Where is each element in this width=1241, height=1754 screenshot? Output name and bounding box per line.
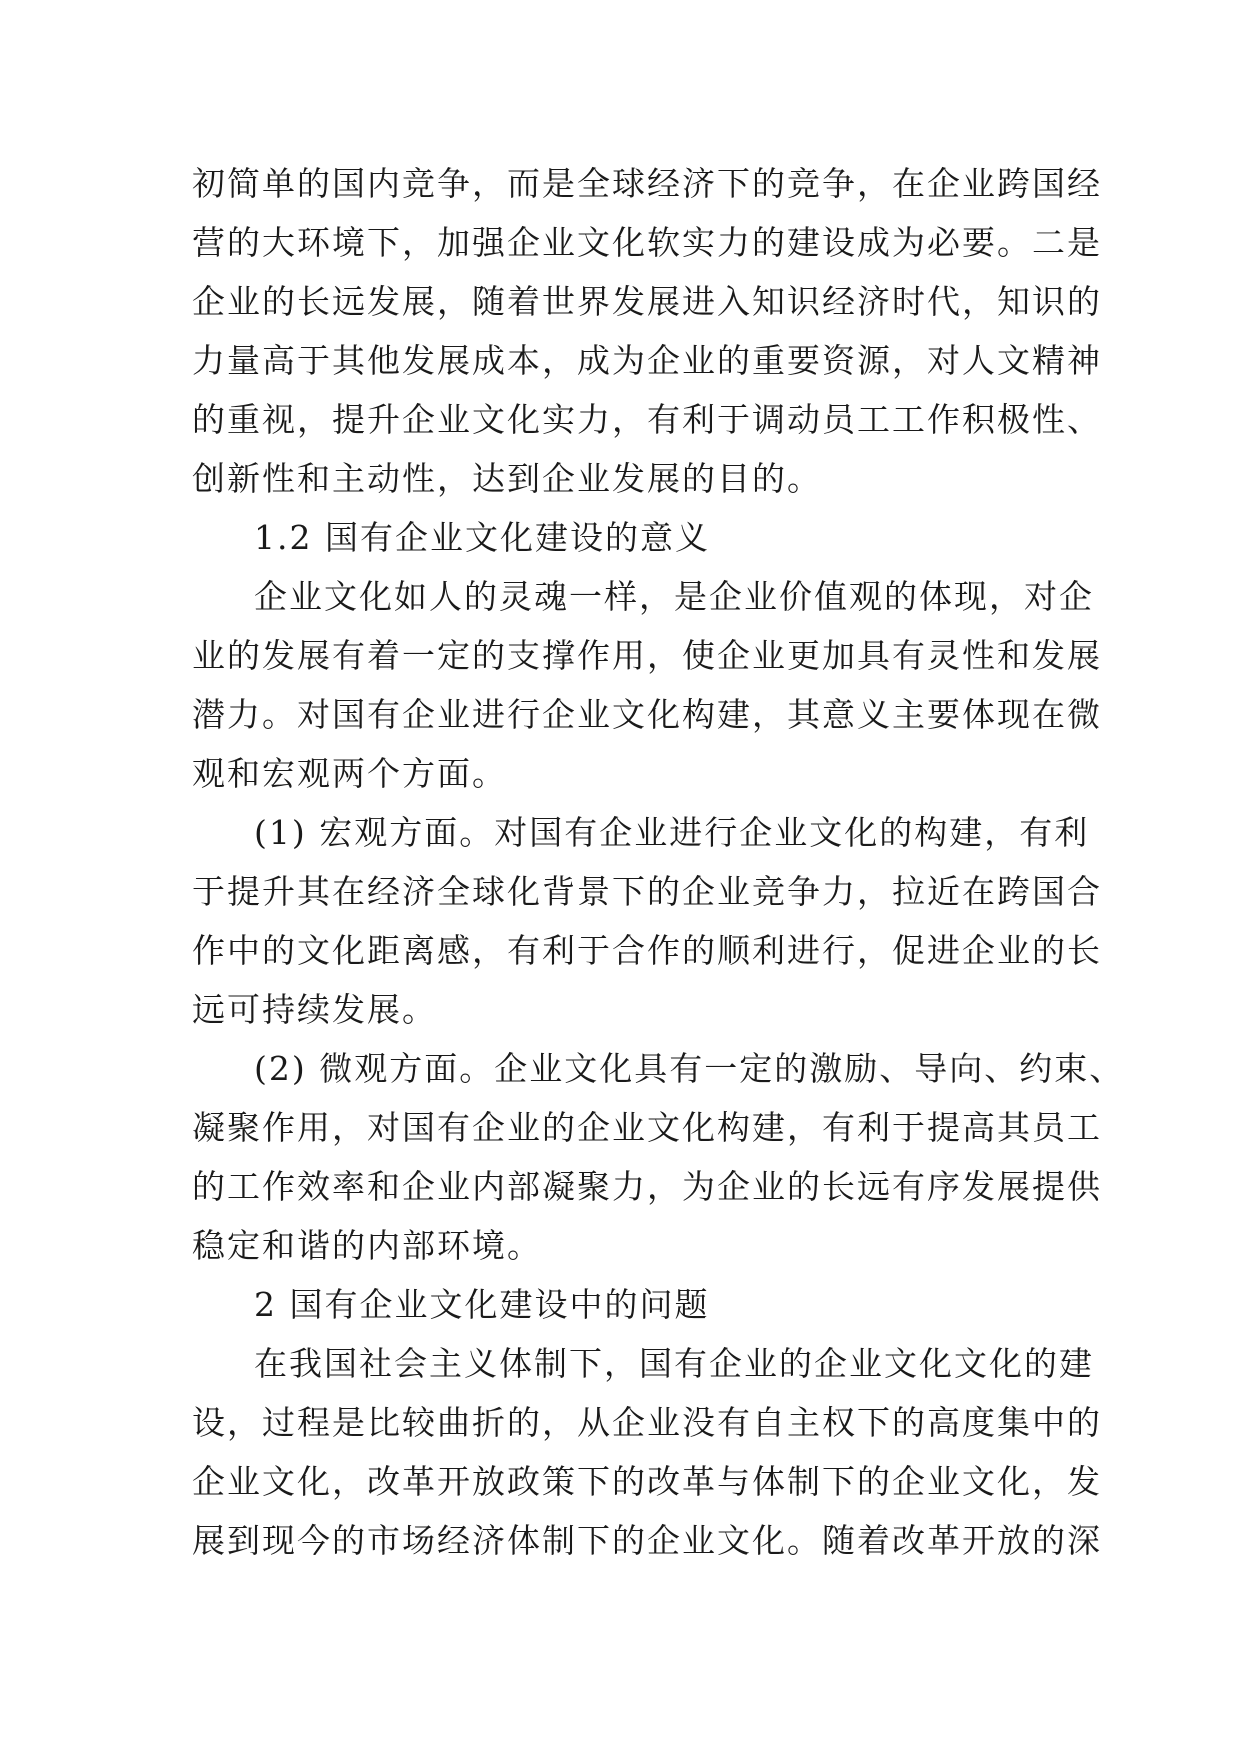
text-line: 观和宏观两个方面。 (192, 754, 507, 793)
text-line: (2) 微观方面。企业文化具有一定的激励、导向、约束、 (254, 1049, 1125, 1088)
text-line: 创新性和主动性，达到企业发展的目的。 (192, 459, 822, 498)
text-line: 稳定和谐的内部环境。 (192, 1226, 542, 1265)
text-line: 设，过程是比较曲折的，从企业没有自主权下的高度集中的 (192, 1403, 1102, 1442)
text-line: 企业的长远发展，随着世界发展进入知识经济时代，知识的 (192, 282, 1102, 321)
text-line: 于提升其在经济全球化背景下的企业竞争力，拉近在跨国合 (192, 872, 1102, 911)
text-line: 在我国社会主义体制下，国有企业的企业文化文化的建 (254, 1344, 1094, 1383)
text-line: 企业文化如人的灵魂一样，是企业价值观的体现，对企 (254, 577, 1094, 616)
text-line: 业的发展有着一定的支撑作用，使企业更加具有灵性和发展 (192, 636, 1102, 675)
document-page (192, 154, 1125, 1570)
section-heading: 1.2 国有企业文化建设的意义 (254, 518, 710, 557)
text-line: (1) 宏观方面。对国有企业进行企业文化的构建，有利 (254, 813, 1090, 852)
section-heading: 2 国有企业文化建设中的问题 (254, 1285, 710, 1324)
text-line: 力量高于其他发展成本，成为企业的重要资源，对人文精神 (192, 341, 1102, 380)
text-line: 的工作效率和企业内部凝聚力，为企业的长远有序发展提供 (192, 1167, 1102, 1206)
text-line: 初简单的国内竞争，而是全球经济下的竞争，在企业跨国经 (192, 164, 1102, 203)
text-line: 营的大环境下，加强企业文化软实力的建设成为必要。二是 (192, 223, 1102, 262)
text-line: 的重视，提升企业文化实力，有利于调动员工工作积极性、 (192, 400, 1102, 439)
text-line: 潜力。对国有企业进行企业文化构建，其意义主要体现在微 (192, 695, 1102, 734)
text-line: 展到现今的市场经济体制下的企业文化。随着改革开放的深 (192, 1521, 1102, 1560)
text-line: 远可持续发展。 (192, 990, 437, 1029)
text-line: 企业文化，改革开放政策下的改革与体制下的企业文化，发 (192, 1462, 1102, 1501)
text-line: 凝聚作用，对国有企业的企业文化构建，有利于提高其员工 (192, 1108, 1102, 1147)
text-line: 作中的文化距离感，有利于合作的顺利进行，促进企业的长 (192, 931, 1102, 970)
